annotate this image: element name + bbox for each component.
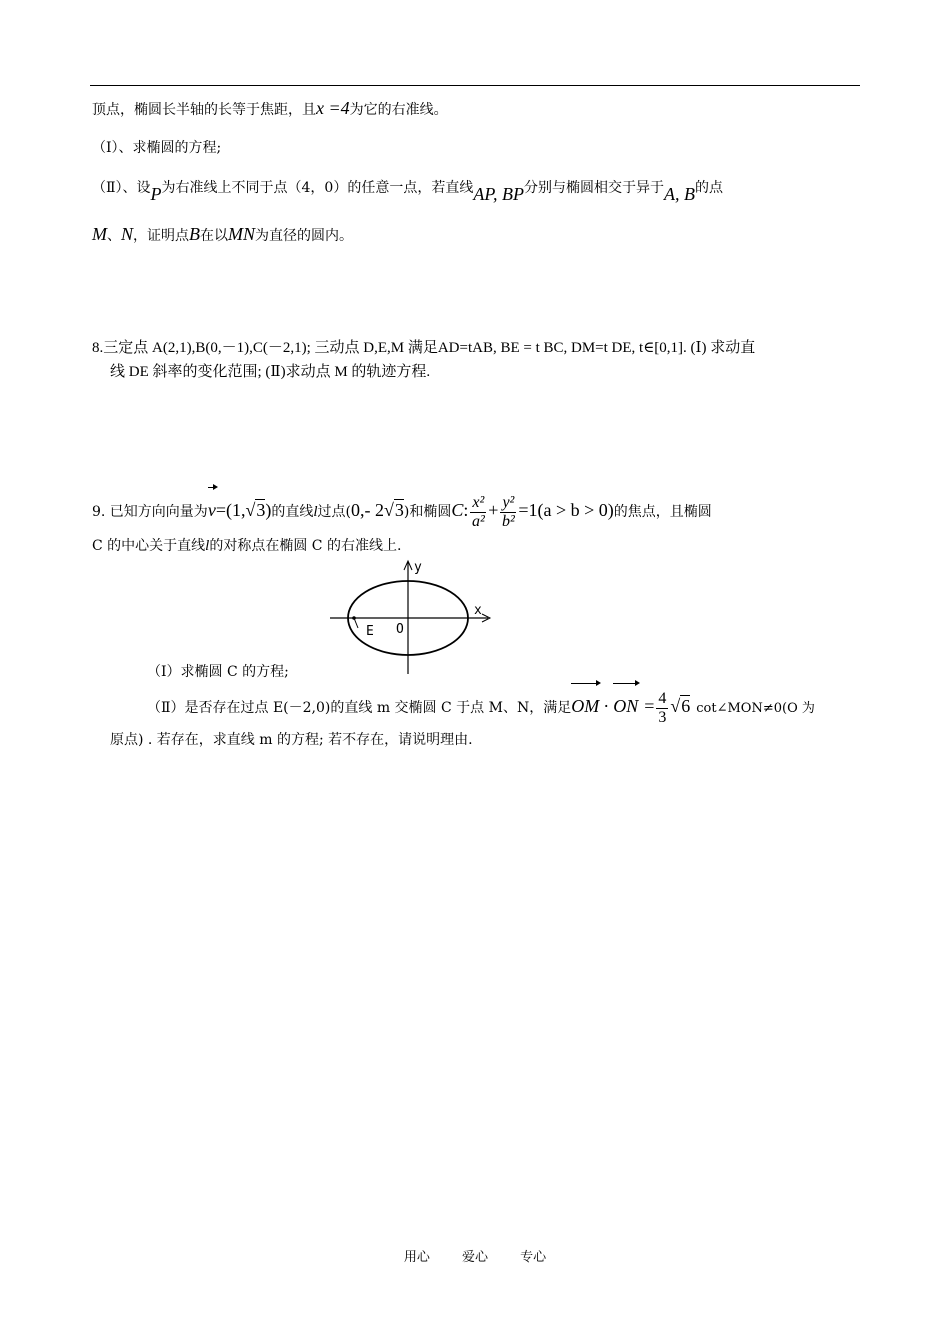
text: 过点( [317,504,351,520]
text: ，证明点 [133,228,190,244]
p9-q2 [147,686,815,729]
math: + [488,500,499,520]
p9-line1 [92,490,712,532]
math: C [451,500,464,520]
label-y: y [414,560,422,575]
label-e: E [366,624,374,639]
footer-text: 专心 [520,1250,547,1265]
p7-line4 [92,224,353,246]
text: 的焦点，且椭圆 [613,504,712,520]
math: AP, BP [473,184,525,204]
denominator: 3 [658,708,667,726]
text: 为右准线上不同于点（4，0）的任意一点，若直线 [161,180,474,196]
math: =(1, [215,500,246,520]
math: MN [228,224,256,244]
vector-om: OM [571,686,599,726]
denominator: a² [471,512,485,530]
text: 分别与椭圆相交于异于 [524,180,665,196]
vector-on: ON [613,686,638,726]
p9-line2 [92,536,401,556]
text: 顶点，椭圆长半轴的长等于焦距，且 [92,102,316,118]
math: : [463,500,469,520]
text: 9. 已知方向向量为 [92,504,208,520]
footer-text: 爱心 [461,1250,488,1265]
math: M [92,224,107,244]
sqrt-symbol: √ [670,696,681,716]
math: N [121,224,134,244]
text: 为它的右准线。 [349,102,448,118]
text: 的对称点在椭圆 C 的右准线上. [209,538,402,554]
p9-q3: 原点) . 若存在，求直线 m 的方程; 若不存在，请说明理由. [110,732,473,748]
fraction-x [470,494,486,531]
text: （Ⅱ）是否存在过点 E(－2,0)的直线 m 交椭圆 C 于点 M、N，满足 [147,700,572,716]
page-footer [0,1246,950,1265]
math: 6 [681,696,691,716]
vector-v: v [208,490,216,530]
math: · [603,696,610,716]
text: cot∠MON≠0(O 为 [696,701,815,716]
p8-line2: 线 DE 斜率的变化范围; (Ⅱ)求动点 M 的轨迹方程. [110,364,431,380]
text: 的点 [695,180,724,196]
text: 在以 [200,228,229,244]
math: =1(a > b > 0) [518,500,614,520]
p9-q1: （Ⅰ）求椭圆 C 的方程; [147,664,289,680]
p7-line1 [92,98,448,120]
p7-line3 [92,176,724,204]
math: 0,- 2 [351,500,384,520]
label-x: x [474,603,482,618]
math: ) [265,500,272,520]
sqrt-symbol: √ [245,500,256,520]
p7-line2: （Ⅰ）、求椭圆的方程; [92,140,222,156]
math: l [205,538,210,554]
text: 、 [107,228,121,244]
text: 的直线 [271,504,314,520]
math: = [644,696,655,716]
header-rule [90,85,860,86]
math: P [150,184,162,204]
math: 3 [256,500,266,520]
numerator: x² [472,493,485,511]
denominator: b² [502,512,515,530]
sqrt-symbol: √ [384,500,394,520]
math: l [313,504,318,520]
math: 3 [394,500,404,520]
fraction-4-3 [656,690,668,727]
ellipse-figure [326,558,494,678]
text: C 的中心关于直线 [92,538,206,554]
numerator: 4 [658,689,667,707]
text: （Ⅱ）、设 [92,180,151,196]
footer-text: 用心 [403,1250,430,1265]
math: A, B [664,184,696,204]
math: B [189,224,201,244]
numerator: y² [502,493,515,511]
text: )和椭圆 [403,504,452,520]
text: 为直径的圆内。 [255,228,354,244]
math: x =4 [316,98,350,118]
label-o: O [396,622,404,637]
fraction-y [500,494,516,531]
point-e-mark [354,618,358,628]
p8-line1: 8.三定点 A(2,1),B(0,－1),C(－2,1); 三动点 D,E,M 满足AD=tAB, BE = t BC, DM=t DE, t∈[0,1]. (Ⅰ) 求动直 [92,340,756,356]
